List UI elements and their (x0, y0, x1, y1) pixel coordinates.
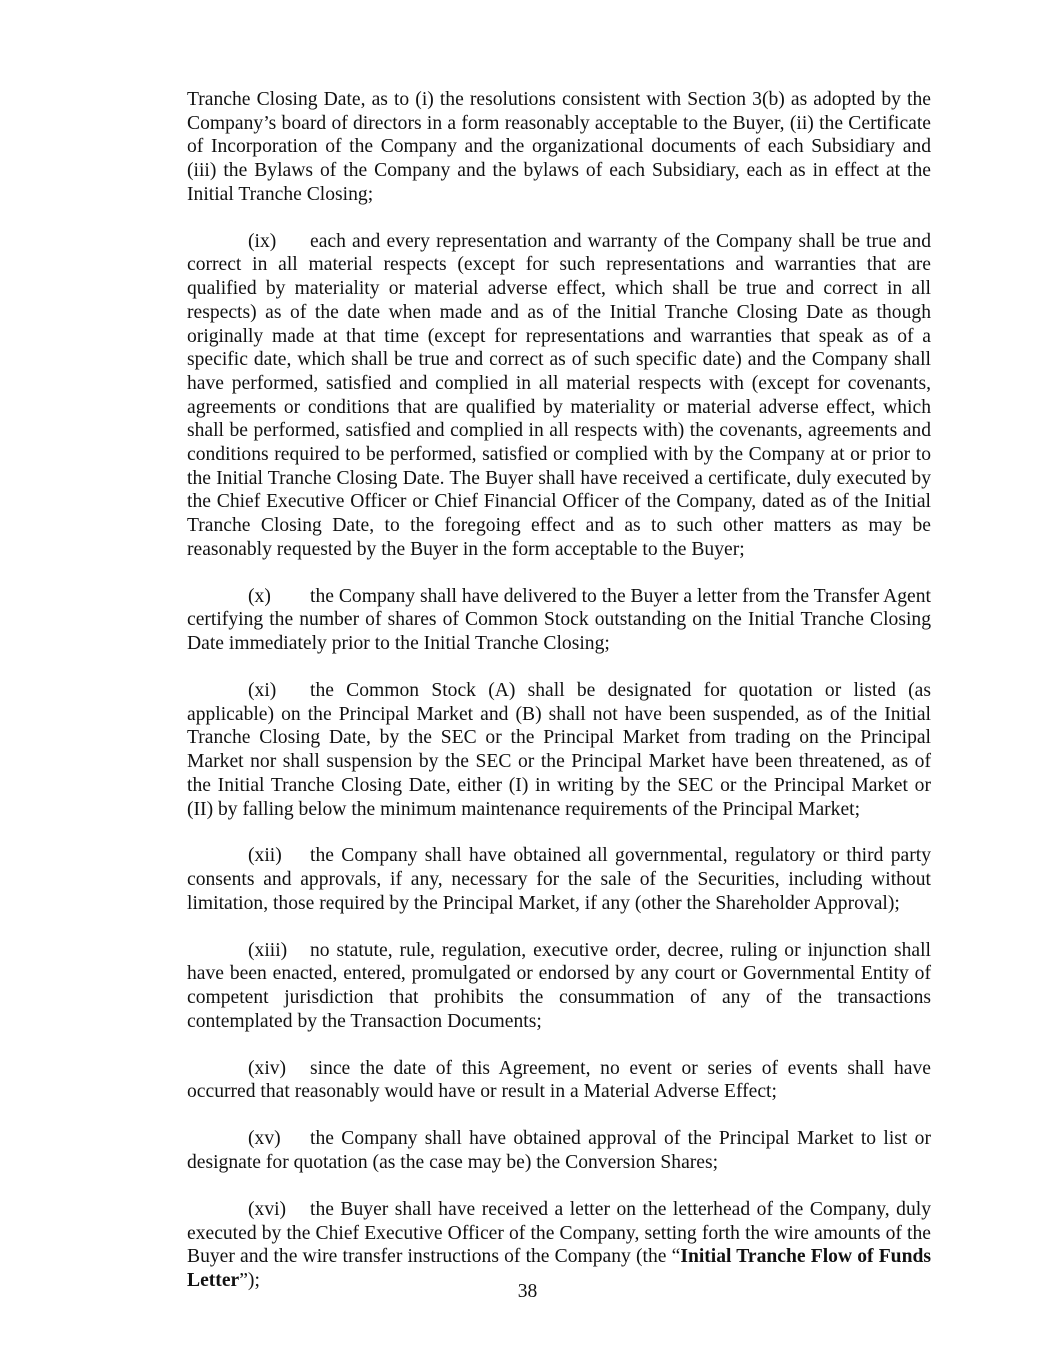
clause-ix (187, 230, 931, 562)
clause-text: the Company shall have delivered to the Buyer a letter from the Transfer Agent certifying the number of shares of Common Stock outstanding on the Initial Tranche Closing Date immediately prior to the Initial Tranche Closing; (187, 585, 931, 655)
clause-number: (xiii) (248, 939, 288, 961)
clause-text: the Company shall have obtained all governmental, regulatory or third party consents and approvals, if any, necessary for the sale of the Securities, including without limitation, those required by the Principal Market, if any (other the Shareholder Approval); (187, 845, 931, 914)
continuation-paragraph: Tranche Closing Date, as to (i) the resolutions consistent with Section 3(b) as adopted by the Company’s board of directors in a form reasonably acceptable to the Buyer, (ii) the Certificate of Incorporation of the Company and the organizational documents of each Subsidiary and (iii) the Bylaws of the Company and the bylaws of each Subsidiary, each as in effect at the Initial Tranche Closing; (187, 89, 931, 205)
clause-number: (xvi) (248, 1198, 287, 1220)
document-body (187, 88, 931, 1316)
clause-number: (xi) (248, 680, 277, 702)
clause-number: (xiv) (248, 1057, 287, 1079)
clause-text: the Company shall have obtained approval of the Principal Market to list or designate for quotation (as the case may be) the Conversion Shares; (187, 1128, 931, 1174)
clause-number: (x) (248, 585, 271, 607)
clause-number: (xv) (248, 1128, 281, 1150)
clause-xvi (187, 1198, 931, 1293)
defined-term: Initial Tranche Flow of Funds Letter (187, 1246, 931, 1292)
clause-text: no statute, rule, regulation, executive order, decree, ruling or injunction shall have been enacted, entered, promulgated or endorsed by any court or Governmental Entity of competent jurisdiction that prohibits the consummation of any of the transactions contemplated by the Transaction Documents; (187, 939, 931, 1032)
clause-text: since the date of this Agreement, no event or series of events shall have occurred that reasonably would have or result in a Material Adverse Effect; (187, 1057, 931, 1103)
clause-text: each and every representation and warranty of the Company shall be true and correct in all material respects (except for such representations and warranties that are qualified by materiality or material adverse effect, which shall be true and correct in all respects) as of the date when made and as of the Initial Tranche Closing Date as though originally made at that time (except for representations and warranties that speak as of a specific date, which shall be true and correct as of such specific date) and the Company shall have performed, satisfied and complied in all material respects with (except for covenants, agreements or conditions that are qualified by materiality or material adverse effect, which shall be performed, satisfied and complied in all respects with) the covenants, agreements and conditions required to be performed, satisfied or complied with by the Company at or prior to the Initial Tranche Closing Date. The Buyer shall have received a certificate, duly executed by the Chief Executive Officer or Chief Financial Officer of the Company, dated as of the Initial Tranche Closing Date, to the foregoing effect and as to such other matters as may be reasonably requested by the Buyer in the form acceptable to the Buyer; (187, 230, 931, 560)
clause-xiv (187, 1057, 931, 1104)
clause-text: the Common Stock (A) shall be designated for quotation or listed (as applicable) on the Principal Market and (B) shall not have been suspended, as of the Initial Tranche Closing Date, by the SEC or the Principal Market from trading on the Principal Market nor shall suspension by the SEC or the Principal Market have been threatened, as of the Initial Tranche Closing Date, either (I) in writing by the SEC or the Principal Market or (II) by falling below the minimum maintenance requirements of the Principal Market; (187, 680, 931, 820)
clause-xii (187, 844, 931, 915)
page-number: 38 (517, 1281, 538, 1302)
clause-text: the Buyer shall have received a letter on the letterhead of the Company, duly executed by the Chief Executive Officer of the Company, setting forth the wire amounts of the Buyer and the wire transfer instructions of the Company (the “ (187, 1198, 931, 1268)
clause-text-end: ”); (239, 1270, 260, 1292)
clause-x (187, 585, 931, 656)
clause-number: (ix) (248, 230, 277, 252)
clause-xi (187, 679, 931, 821)
clause-number: (xii) (248, 845, 282, 867)
clause-xv (187, 1127, 931, 1174)
clause-xiii (187, 939, 931, 1034)
